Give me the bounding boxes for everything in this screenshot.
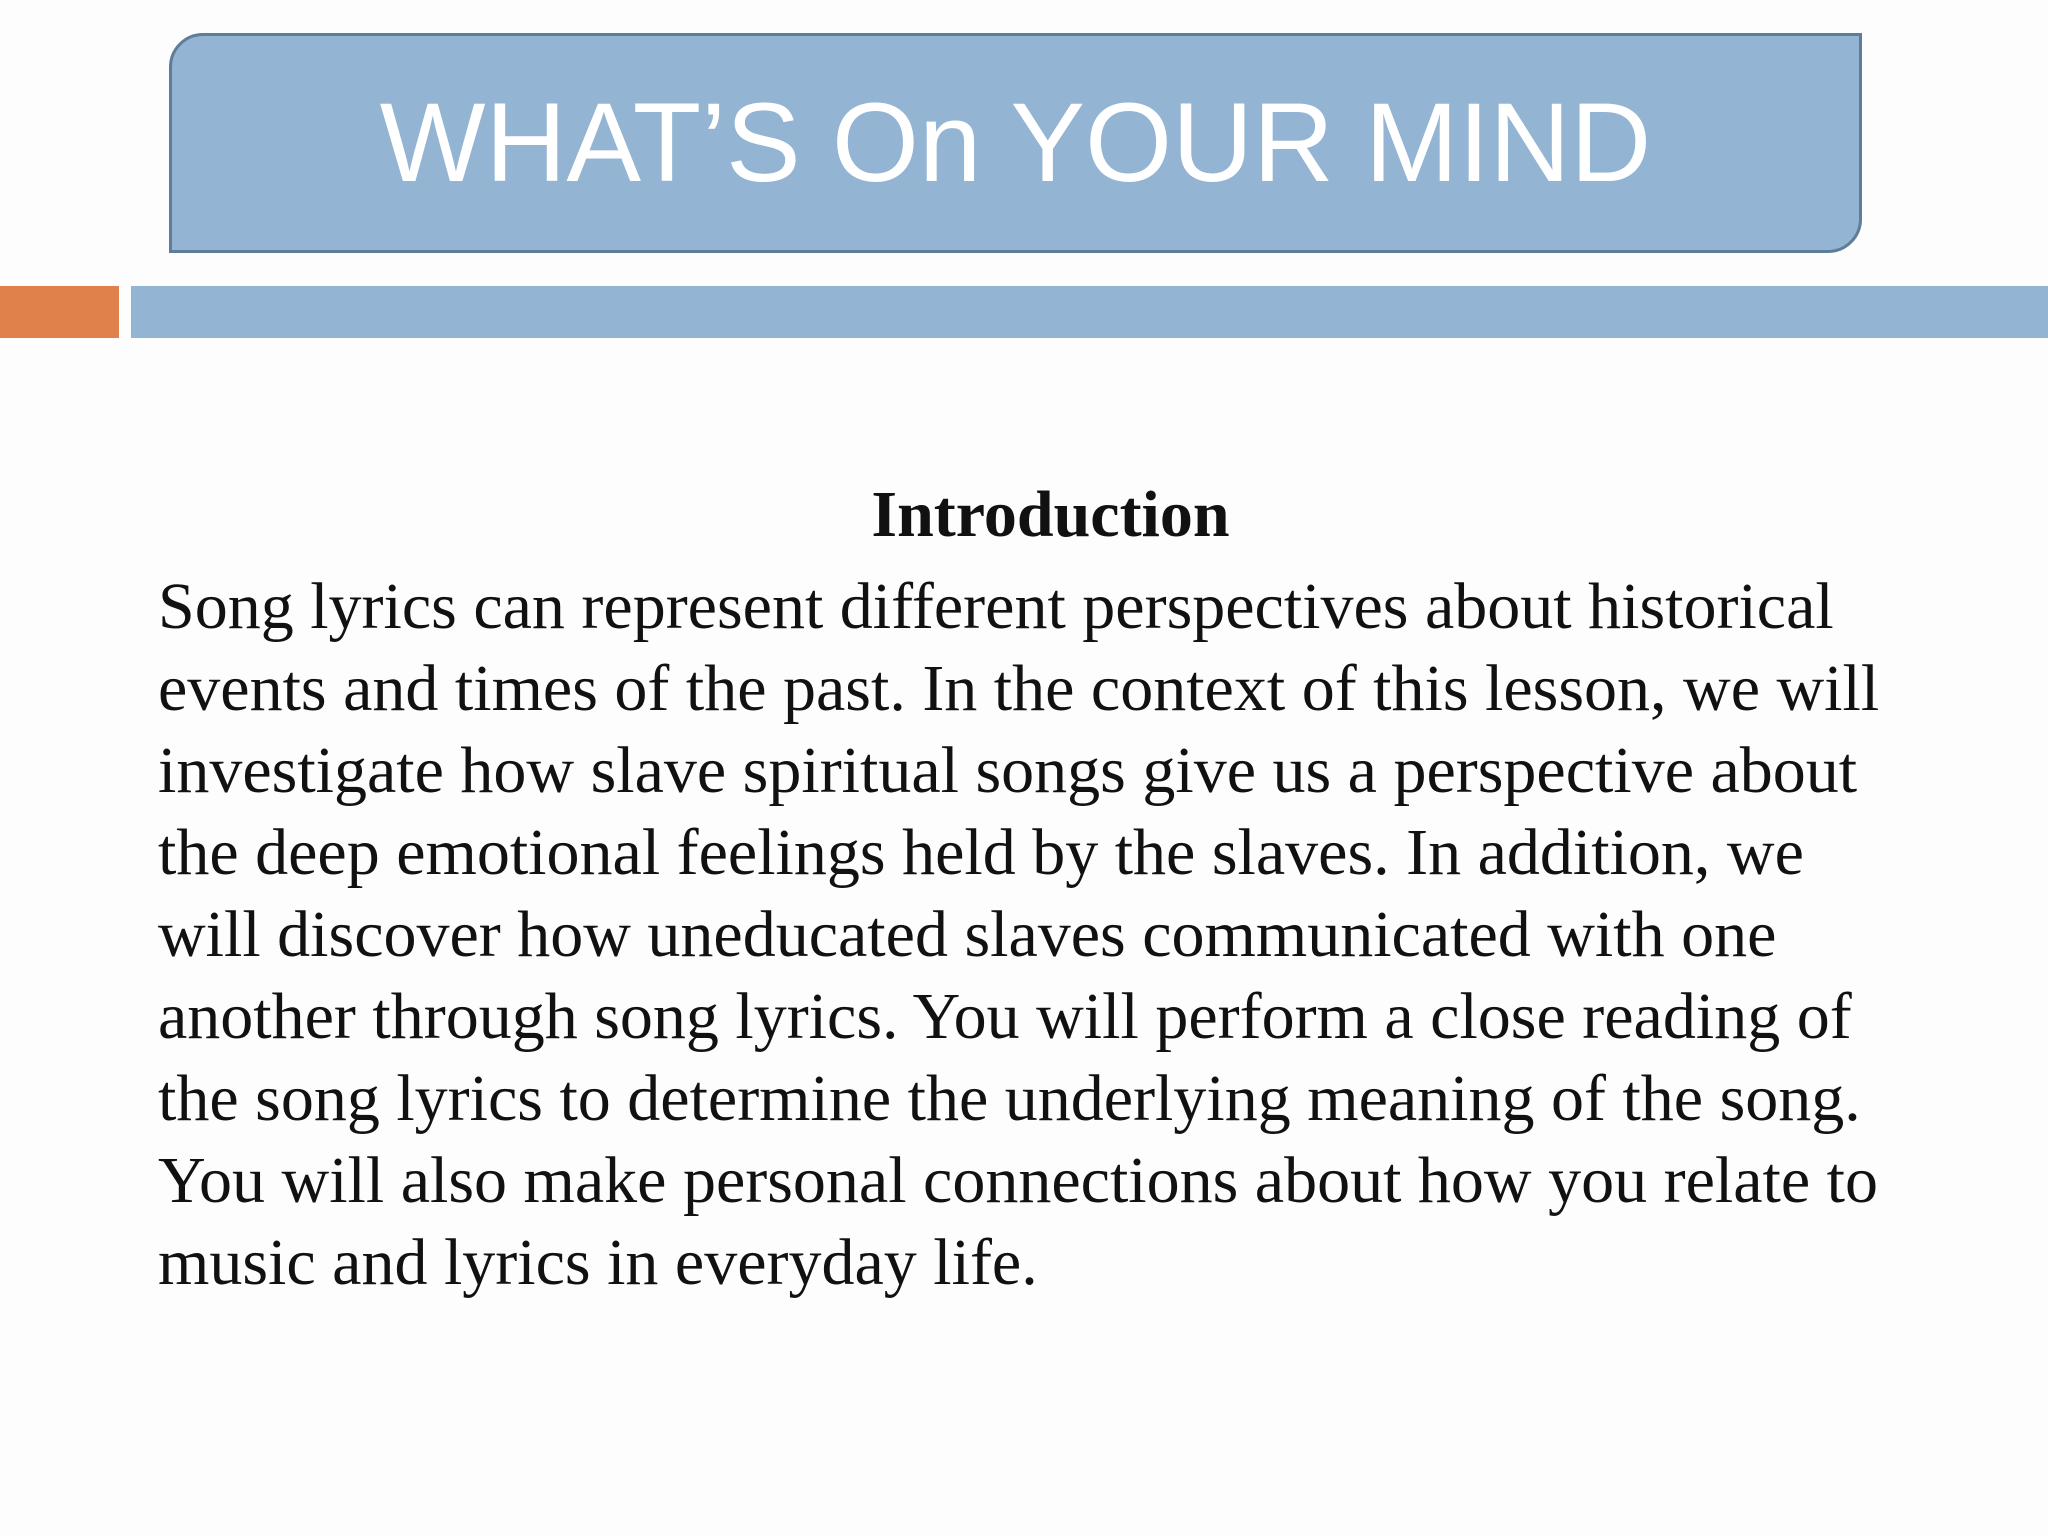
- accent-bar-blue: [131, 286, 2048, 338]
- body-line: another through song lyrics. You will perform a close reading of: [158, 980, 1852, 1053]
- body-line: the deep emotional feelings held by the slaves. In addition, we: [158, 816, 1804, 889]
- content-area: [158, 470, 1948, 1304]
- body-line: You will also make personal connections about how you relate to: [158, 1144, 1878, 1217]
- accent-bar-orange: [0, 286, 119, 338]
- body-line: Song lyrics can represent different perspectives about historical: [158, 570, 1834, 643]
- body-line: events and times of the past. In the context of this lesson, we will: [158, 652, 1880, 725]
- title-banner: [169, 33, 1862, 253]
- body-line: investigate how slave spiritual songs give us a perspective about: [158, 734, 1858, 807]
- slide-title: WHAT’S On YOUR MIND: [379, 80, 1652, 205]
- body-line: music and lyrics in everyday life.: [158, 1226, 1038, 1299]
- body-line: the song lyrics to determine the underlying meaning of the song.: [158, 1062, 1861, 1135]
- body-line: will discover how uneducated slaves communicated with one: [158, 898, 1777, 971]
- section-heading: Introduction: [871, 478, 1230, 551]
- body-paragraph: [158, 566, 1948, 1304]
